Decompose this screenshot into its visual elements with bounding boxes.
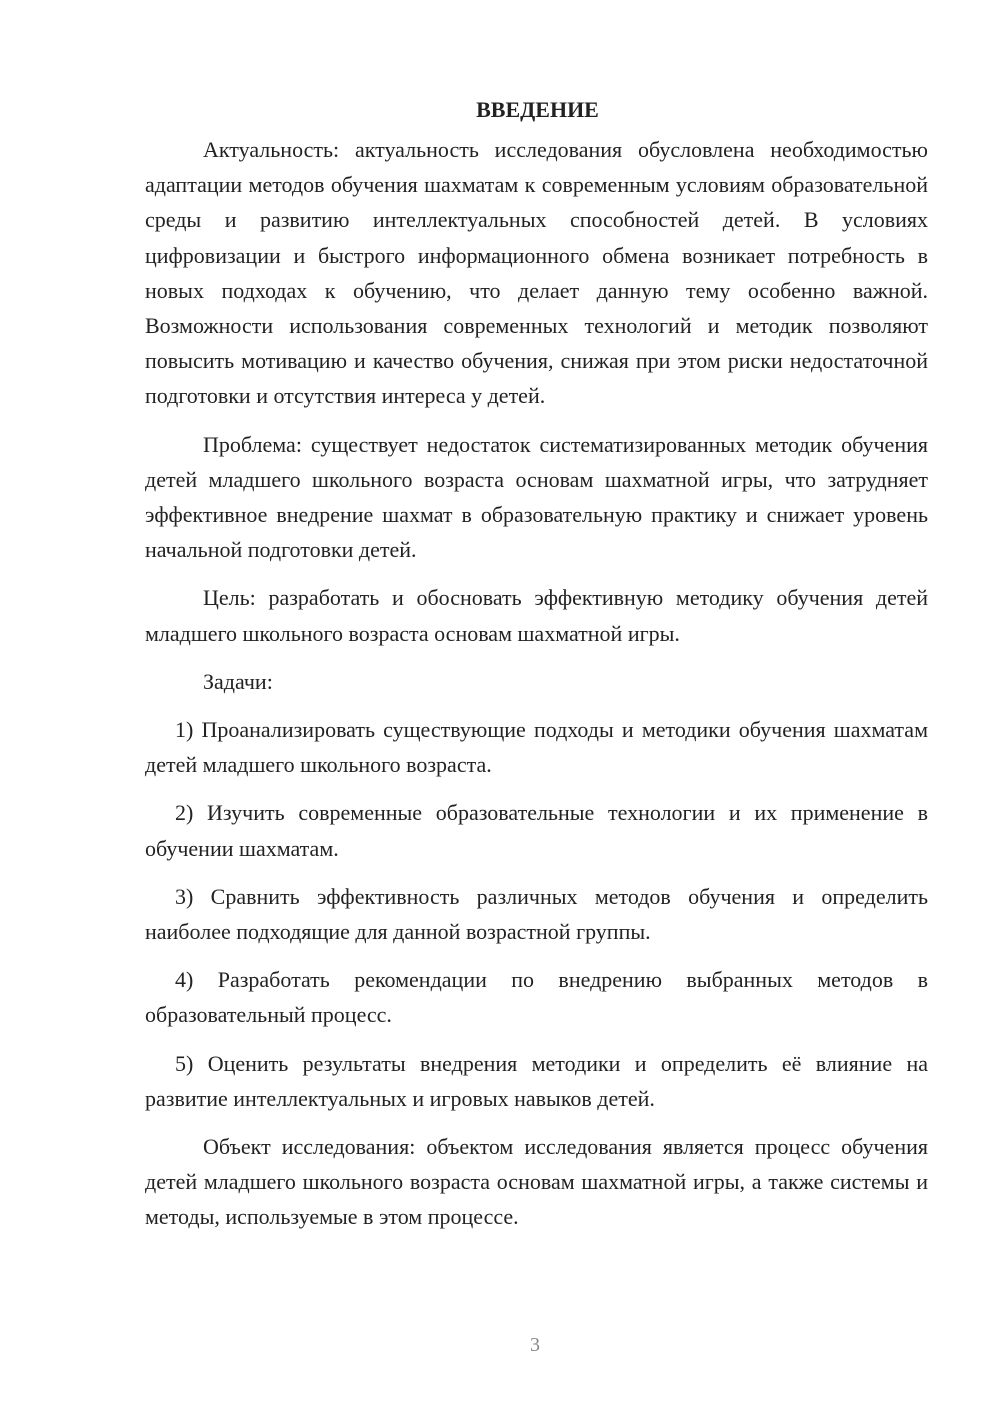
paragraph-relevance: Актуальность: актуальность исследования обусловлена необходимостью адаптации методов обучения шахматам к современным условиям образовательной среды и развитию интеллектуальных способностей детей. В условиях цифровизации и быстрого информационного обмена возникает потребность в новых подходах к обучению, что делает данную тему особенно важной. Возможности использования современных технологий и методик позволяют повысить мотивацию и качество обучения, снижая при этом риски недостаточной подготовки и отсутствия интереса у детей.	[145, 137, 928, 409]
task-item-1: 1) Проанализировать существующие подходы и методики обучения шахматам детей младшего школьного возраста.	[145, 717, 928, 778]
page-number: 3	[530, 1334, 540, 1356]
paragraph-goal: Цель: разработать и обосновать эффективную методику обучения детей младшего школьного возраста основам шахматной игры.	[145, 585, 928, 646]
page-title: ВВЕДЕНИЕ	[476, 97, 599, 122]
task-item-4: 4) Разработать рекомендации по внедрению выбранных методов в образовательный процесс.	[145, 967, 928, 1028]
page-content	[145, 92, 928, 1248]
paragraph-problem: Проблема: существует недостаток систематизированных методик обучения детей младшего школьного возраста основам шахматной игры, что затрудняет эффективное внедрение шахмат в образовательную практику и снижает уровень начальной подготовки детей.	[145, 431, 928, 563]
task-item-2: 2) Изучить современные образовательные технологии и их применение в обучении шахматам.	[145, 800, 928, 861]
task-item-3: 3) Сравнить эффективность различных методов обучения и определить наиболее подходящие для данной возрастной группы.	[145, 883, 928, 945]
paragraph-tasks-label: Задачи:	[203, 668, 273, 694]
paragraph-research-object: Объект исследования: объектом исследования является процесс обучения детей младшего школьного возраста основам шахматной игры, а также системы и методы, используемые в этом процессе.	[145, 1134, 928, 1230]
task-item-5: 5) Оценить результаты внедрения методики и определить её влияние на развитие интеллектуальных и игровых навыков детей.	[145, 1050, 928, 1111]
